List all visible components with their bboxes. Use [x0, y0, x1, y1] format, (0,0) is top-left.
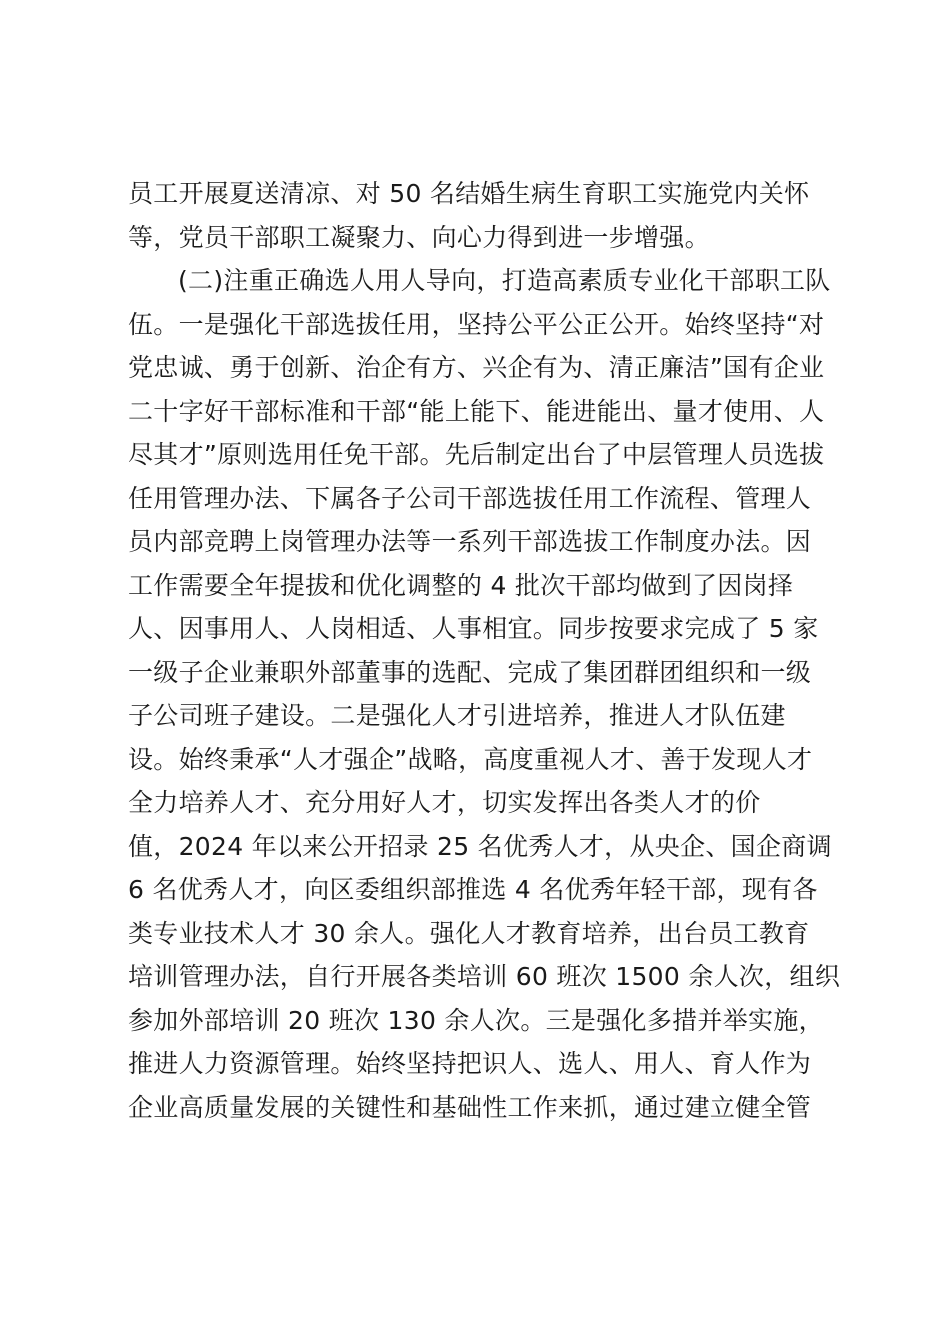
text-line: 党忠诚、勇于创新、治企有方、兴企有为、清正廉洁”国有企业 [128, 353, 825, 382]
text-line: 6 名优秀人才，向区委组织部推选 4 名优秀年轻干部，现有各 [128, 875, 818, 904]
text-line: 尽其才”原则选用任免干部。先后制定出台了中层管理人员选拔 [128, 440, 825, 469]
text-line: 二十字好干部标准和干部“能上能下、能进能出、量才使用、人 [128, 396, 825, 426]
text-line: 员工开展夏送清凉、对 50 名结婚生病生育职工实施党内关怀 [128, 179, 810, 208]
text-line: 设。始终秉承“人才强企”战略，高度重视人才、善于发现人才 [128, 744, 813, 774]
text-line: 全力培养人才、充分用好人才，切实发挥出各类人才的价 [128, 788, 761, 817]
text-line: 企业高质量发展的关键性和基础性工作来抓，通过建立健全管 [128, 1092, 812, 1122]
text-line: 工作需要全年提拔和优化调整的 4 批次干部均做到了因岗择 [128, 570, 794, 600]
text-line: 类专业技术人才 30 余人。强化人才教育培养，出台员工教育 [128, 918, 810, 948]
body-text [128, 172, 841, 1129]
text-line: 参加外部培训 20 班次 130 余人次。三是强化多措并举实施， [128, 1005, 824, 1035]
text-line: 伍。一是强化干部选拔任用，坚持公平公正公开。始终坚持“对 [128, 309, 825, 339]
text-line: 培训管理办法，自行开展各类培训 60 班次 1500 余人次，组织 [128, 962, 841, 991]
text-line: 等，党员干部职工凝聚力、向心力得到进一步增强。 [128, 222, 710, 252]
text-line: 员内部竞聘上岗管理办法等一系列干部选拔工作制度办法。因 [128, 527, 812, 556]
text-line: 人、因事用人、人岗相适、人事相宜。同步按要求完成了 5 家 [128, 614, 819, 643]
text-line: 一级子企业兼职外部董事的选配、完成了集团群团组织和一级 [128, 657, 812, 687]
text-line: 推进人力资源管理。始终坚持把识人、选人、用人、育人作为 [128, 1049, 812, 1078]
text-line: 任用管理办法、下属各子公司干部选拔任用工作流程、管理人 [128, 483, 812, 513]
text-line: 子公司班子建设。二是强化人才引进培养，推进人才队伍建 [128, 701, 786, 730]
text-line: 值，2024 年以来公开招录 25 名优秀人才，从央企、国企商调 [128, 831, 832, 861]
section-heading-line: (二)注重正确选人用人导向，打造高素质专业化干部职工队 [178, 266, 831, 295]
